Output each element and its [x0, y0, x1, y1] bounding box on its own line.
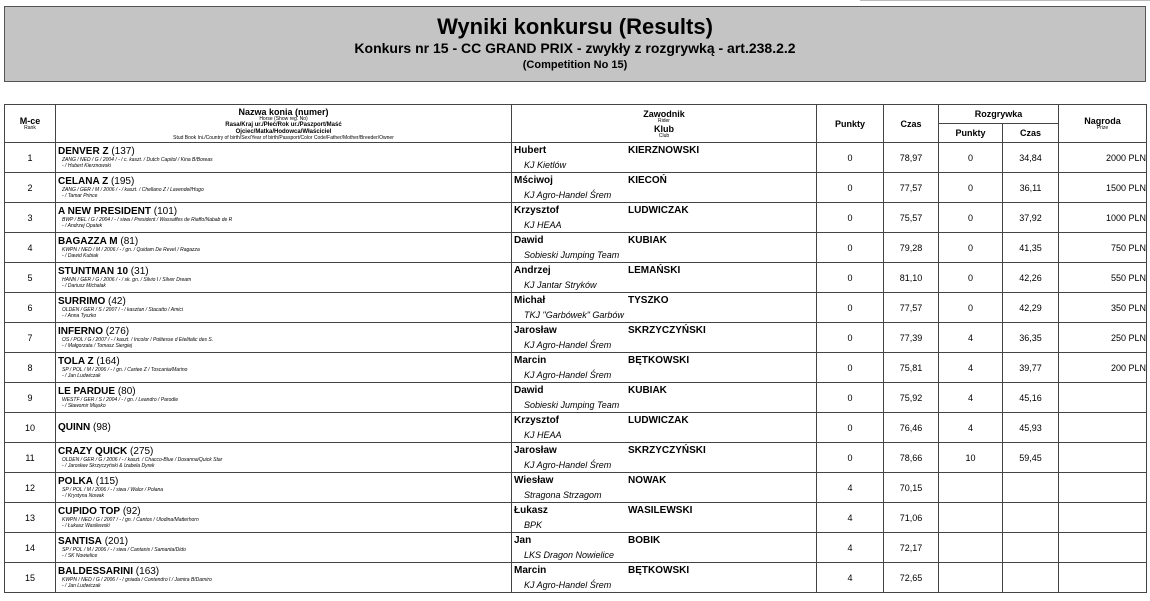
jumpoff-points-cell [939, 533, 1003, 563]
rider-first-name: Jarosław [514, 445, 557, 456]
jumpoff-time-cell [1003, 563, 1059, 593]
horse-owner: - / Jan Ludwiczak [62, 373, 101, 379]
rider-first-name: Marcin [514, 355, 547, 366]
rank-cell: 1 [5, 143, 56, 173]
jumpoff-time-cell: 42,29 [1003, 293, 1059, 323]
horse-details: OLDEN / GER / G / 2006 / - / kaszt. / Chacco-Blue / Doxanna/Quick Star [62, 457, 223, 463]
prize-cell: 750 PLN [1059, 233, 1147, 263]
rider-cell [512, 473, 817, 503]
rider-first-name: Mściwoj [514, 175, 553, 186]
time-cell: 77,57 [884, 293, 939, 323]
horse-name: BALDESSARINI (163) [58, 566, 160, 577]
table-row [5, 323, 1147, 353]
prize-cell: 200 PLN [1059, 353, 1147, 383]
club-name: Sobieski Jumping Team [524, 250, 620, 260]
horse-name: POLKA (115) [58, 476, 119, 487]
rider-cell [512, 353, 817, 383]
rider-cell [512, 413, 817, 443]
horse-owner: - / Jarosław Skrzyczyński & Izabela Dyrek [62, 463, 155, 469]
horse-owner: - / Dariusz Michalak [62, 283, 106, 289]
rider-cell [512, 263, 817, 293]
results-table [4, 104, 1147, 593]
rider-cell [512, 443, 817, 473]
rider-last-name: SKRZYCZYŃSKI [628, 325, 706, 336]
horse-details: OS / POL / G / 2007 / - / kaszt. / Incolor / Politesse d Etelitalic des S. [62, 337, 214, 343]
horse-owner: - / Krystyna Nowak [62, 493, 104, 499]
rider-first-name: Dawid [514, 385, 544, 396]
jumpoff-points-cell: 0 [939, 203, 1003, 233]
rank-cell: 13 [5, 503, 56, 533]
prize-header: Nagroda Prize [1059, 105, 1147, 143]
jumpoff-points-cell: 10 [939, 443, 1003, 473]
table-row [5, 203, 1147, 233]
time-cell: 75,57 [884, 203, 939, 233]
club-name: BPK [524, 520, 543, 530]
time-cell: 77,39 [884, 323, 939, 353]
horse-details: SP / POL / M / 2006 / - / gn. / Cartee Z / Toscania/Marino [62, 367, 188, 373]
horse-cell [56, 233, 512, 263]
rider-last-name: KUBIAK [628, 235, 667, 246]
rider-last-name: BĘTKOWSKI [628, 565, 690, 576]
jumpoff-header: Rozgrywka [939, 105, 1059, 124]
horse-name: CRAZY QUICK (275) [58, 446, 154, 457]
club-name: KJ Agro-Handel Śrem [524, 460, 612, 470]
points-cell: 0 [817, 323, 884, 353]
points-cell: 0 [817, 413, 884, 443]
horse-name: SANTISA (201) [58, 536, 129, 547]
jumpoff-time-cell [1003, 473, 1059, 503]
time-cell: 75,81 [884, 353, 939, 383]
time-cell: 79,28 [884, 233, 939, 263]
jumpoff-points-cell [939, 563, 1003, 593]
rider-first-name: Michał [514, 295, 546, 306]
horse-name: A NEW PRESIDENT (101) [58, 206, 178, 217]
rank-cell: 15 [5, 563, 56, 593]
time-cell: 72,65 [884, 563, 939, 593]
horse-cell [56, 503, 512, 533]
horse-cell [56, 353, 512, 383]
horse-name: TOLA Z (164) [58, 356, 120, 367]
jumpoff-points-cell: 0 [939, 173, 1003, 203]
competition-subtitle: Konkurs nr 15 - CC GRAND PRIX - zwykły z rozgrywką - art.238.2.2 [354, 40, 796, 56]
table-row [5, 473, 1147, 503]
prize-cell [1059, 473, 1147, 503]
horse-details: SP / POL / M / 2006 / - / siwa / Cantanis / Samanta/Dido [62, 547, 186, 553]
time-cell: 76,46 [884, 413, 939, 443]
rider-last-name: LEMAŃSKI [628, 265, 681, 276]
rider-cell [512, 233, 817, 263]
prize-cell: 1000 PLN [1059, 203, 1147, 233]
time-cell: 70,15 [884, 473, 939, 503]
top-edge-line [860, 0, 1150, 4]
table-row [5, 383, 1147, 413]
rank-cell: 4 [5, 233, 56, 263]
points-cell: 4 [817, 533, 884, 563]
rider-first-name: Łukasz [514, 505, 548, 516]
points-cell: 0 [817, 263, 884, 293]
club-name: Sobieski Jumping Team [524, 400, 620, 410]
prize-cell [1059, 443, 1147, 473]
rider-last-name: LUDWICZAK [628, 205, 689, 216]
horse-name: QUINN (98) [58, 422, 111, 433]
horse-details: KWPN / NED / G / 2007 / - / gn. / Cantos / Ulodina/Matterhorn [62, 517, 199, 523]
horse-cell [56, 323, 512, 353]
table-row [5, 263, 1147, 293]
rider-last-name: WASILEWSKI [628, 505, 693, 516]
horse-cell [56, 173, 512, 203]
club-name: KJ Jantar Stryków [524, 280, 597, 290]
horse-cell [56, 263, 512, 293]
rider-cell [512, 383, 817, 413]
jumpoff-points-cell: 0 [939, 263, 1003, 293]
rank-cell: 8 [5, 353, 56, 383]
prize-cell: 350 PLN [1059, 293, 1147, 323]
club-name: KJ Agro-Handel Śrem [524, 340, 612, 350]
rank-cell: 11 [5, 443, 56, 473]
horse-details: KWPN / NED / M / 2006 / - / gn. / Quidam De Revel / Ragazza [62, 247, 200, 253]
points-header: Punkty [817, 105, 884, 143]
prize-cell [1059, 563, 1147, 593]
rider-last-name: BOBIK [628, 535, 661, 546]
time-header: Czas [884, 105, 939, 143]
horse-owner: - / Łukasz Wasilewski [62, 523, 110, 529]
club-name: TKJ "Garbówek" Garbów [524, 310, 624, 320]
horse-details: ZANG / NED / G / 2004 / - / c. kaszt. / Dutch Capitol / Kina B/Boreas [62, 157, 213, 163]
prize-cell [1059, 503, 1147, 533]
horse-cell [56, 413, 512, 443]
rank-cell: 3 [5, 203, 56, 233]
rank-cell: 5 [5, 263, 56, 293]
horse-owner: - / Andrzej Opatek [62, 223, 103, 229]
horse-details: HANN / GER / G / 2006 / - / sk. gn. / Silvio I / Silver Dream [62, 277, 192, 283]
rank-cell: 10 [5, 413, 56, 443]
rider-first-name: Andrzej [514, 265, 551, 276]
horse-details: BWP / BEL / G / 2004 / - / siwa / President / Wassaffes de Riaffo/Nabab de R [62, 217, 233, 223]
rank-header: M-ce Rank [5, 105, 56, 143]
results-header [4, 6, 1146, 82]
points-cell: 0 [817, 233, 884, 263]
horse-owner: - / Małgorzata / Tomasz Siergiej [62, 343, 133, 349]
horse-cell [56, 293, 512, 323]
club-name: KJ Agro-Handel Śrem [524, 370, 612, 380]
table-row [5, 413, 1147, 443]
horse-owner: - / Tamar Prince [62, 193, 98, 199]
time-cell: 75,92 [884, 383, 939, 413]
rank-cell: 12 [5, 473, 56, 503]
points-cell: 4 [817, 563, 884, 593]
horse-owner: - / Dawid Kubiak [62, 253, 99, 259]
points-cell: 0 [817, 143, 884, 173]
rank-cell: 6 [5, 293, 56, 323]
time-cell: 77,57 [884, 173, 939, 203]
rider-last-name: KIECOŃ [628, 175, 667, 186]
prize-cell: 550 PLN [1059, 263, 1147, 293]
rider-cell [512, 143, 817, 173]
rider-first-name: Jarosław [514, 325, 557, 336]
points-cell: 0 [817, 173, 884, 203]
horse-cell [56, 443, 512, 473]
rider-last-name: SKRZYCZYŃSKI [628, 445, 706, 456]
rider-cell [512, 563, 817, 593]
horse-cell [56, 473, 512, 503]
horse-header: Nazwa konia (numer) Horse (Show reg. No) Rasa/Kraj ur./Płeć/Rok ur./Paszport/Maść Ojciec/Matka/Hodowca/Właściciel Stud Book Ini./Country of birth/Sex/Year of birth/Passport/Color Code/Father/Mother/Breeder/Owner [56, 105, 512, 143]
time-cell: 71,06 [884, 503, 939, 533]
club-name: LKS Dragon Nowielice [524, 550, 615, 560]
rank-cell: 9 [5, 383, 56, 413]
time-cell: 72,17 [884, 533, 939, 563]
points-cell: 4 [817, 503, 884, 533]
rider-cell [512, 293, 817, 323]
horse-name: CELANA Z (195) [58, 176, 135, 187]
rider-cell [512, 173, 817, 203]
prize-cell [1059, 383, 1147, 413]
rider-cell [512, 503, 817, 533]
prize-cell [1059, 533, 1147, 563]
horse-owner: - / Sławomir Miąsko [62, 403, 106, 409]
horse-details: ZANG / GER / M / 2006 / - / kaszt. / Chellano Z / Lavendel/Hugo [62, 187, 204, 193]
rider-cell [512, 203, 817, 233]
table-row [5, 533, 1147, 563]
jumpoff-time-cell: 39,77 [1003, 353, 1059, 383]
points-cell: 4 [817, 473, 884, 503]
table-row [5, 353, 1147, 383]
prize-cell: 1500 PLN [1059, 173, 1147, 203]
jumpoff-time-cell: 42,26 [1003, 263, 1059, 293]
rider-first-name: Krzysztof [514, 205, 560, 216]
jumpoff-points-cell: 4 [939, 383, 1003, 413]
points-cell: 0 [817, 293, 884, 323]
rider-last-name: TYSZKO [628, 295, 669, 306]
horse-name: CUPIDO TOP (92) [58, 506, 141, 517]
jumpoff-time-header: Czas [1003, 124, 1059, 143]
rider-cell [512, 533, 817, 563]
rank-cell: 14 [5, 533, 56, 563]
jumpoff-time-cell: 37,92 [1003, 203, 1059, 233]
table-row [5, 503, 1147, 533]
points-cell: 0 [817, 443, 884, 473]
points-cell: 0 [817, 353, 884, 383]
jumpoff-time-cell: 45,16 [1003, 383, 1059, 413]
jumpoff-time-cell [1003, 503, 1059, 533]
horse-owner: - / Anna Tyszko [62, 313, 97, 319]
rider-last-name: BĘTKOWSKI [628, 355, 690, 366]
horse-cell [56, 383, 512, 413]
club-name: KJ HEAA [524, 220, 562, 230]
jumpoff-time-cell: 41,35 [1003, 233, 1059, 263]
table-row [5, 443, 1147, 473]
table-row [5, 233, 1147, 263]
horse-name: INFERNO (276) [58, 326, 130, 337]
horse-details: OLDEN / GER / S / 2007 / - / kasztan / Stacatto / Amici [62, 307, 183, 313]
rider-last-name: KIERZNOWSKI [628, 145, 700, 156]
table-row [5, 293, 1147, 323]
jumpoff-time-cell: 36,11 [1003, 173, 1059, 203]
prize-cell [1059, 413, 1147, 443]
rider-header: Zawodnik Rider Klub Club [512, 105, 817, 143]
horse-owner: - / Hubert Kierznowski [62, 163, 111, 169]
jumpoff-points-cell: 0 [939, 143, 1003, 173]
jumpoff-time-cell: 59,45 [1003, 443, 1059, 473]
jumpoff-points-cell: 4 [939, 353, 1003, 383]
horse-details: WESTF / GER / S / 2004 / - / gn. / Leandro / Parodie [62, 397, 179, 403]
jumpoff-points-cell [939, 503, 1003, 533]
club-name: KJ Agro-Handel Śrem [524, 190, 612, 200]
jumpoff-time-cell: 45,93 [1003, 413, 1059, 443]
jumpoff-points-cell: 0 [939, 293, 1003, 323]
rank-cell: 2 [5, 173, 56, 203]
club-name: Stragona Strzagom [524, 490, 602, 500]
horse-cell [56, 533, 512, 563]
table-row [5, 173, 1147, 203]
horse-details: SP / POL / M / 2006 / - / siwa / Walor / Polana [62, 487, 164, 493]
time-cell: 78,97 [884, 143, 939, 173]
horse-name: BAGAZZA M (81) [58, 236, 139, 247]
club-name: KJ HEAA [524, 430, 562, 440]
jumpoff-time-cell: 34,84 [1003, 143, 1059, 173]
table-row [5, 143, 1147, 173]
jumpoff-time-cell: 36,35 [1003, 323, 1059, 353]
horse-name: LE PARDUE (80) [58, 386, 136, 397]
club-name: KJ Kietlów [524, 160, 567, 170]
rider-first-name: Dawid [514, 235, 544, 246]
rider-first-name: Wiesław [514, 475, 554, 486]
rider-cell [512, 323, 817, 353]
time-cell: 81,10 [884, 263, 939, 293]
rider-first-name: Jan [514, 535, 532, 546]
horse-owner: - / SK Nowielice [62, 553, 98, 559]
jumpoff-time-cell [1003, 533, 1059, 563]
club-name: KJ Agro-Handel Śrem [524, 580, 612, 590]
rider-first-name: Hubert [514, 145, 547, 156]
table-row [5, 563, 1147, 593]
prize-cell: 250 PLN [1059, 323, 1147, 353]
horse-name: STUNTMAN 10 (31) [58, 266, 149, 277]
horse-name: SURRIMO (42) [58, 296, 126, 307]
horse-name: DENVER Z (137) [58, 146, 135, 157]
page-title: Wyniki konkursu (Results) [437, 14, 713, 39]
rank-cell: 7 [5, 323, 56, 353]
jumpoff-points-cell [939, 473, 1003, 503]
competition-number: (Competition No 15) [522, 59, 628, 71]
rider-last-name: NOWAK [628, 475, 667, 486]
horse-cell [56, 563, 512, 593]
horse-owner: - / Jan Ludwiczak [62, 583, 101, 589]
points-cell: 0 [817, 203, 884, 233]
jumpoff-points-cell: 0 [939, 233, 1003, 263]
prize-cell: 2000 PLN [1059, 143, 1147, 173]
rider-last-name: LUDWICZAK [628, 415, 689, 426]
time-cell: 78,66 [884, 443, 939, 473]
jumpoff-points-cell: 4 [939, 323, 1003, 353]
horse-details: KWPN / NED / G / 2006 / - / gniada / Contendro I / Jamira B/Damiro [62, 577, 212, 583]
points-cell: 0 [817, 383, 884, 413]
rider-last-name: KUBIAK [628, 385, 667, 396]
horse-cell [56, 143, 512, 173]
jumpoff-points-header: Punkty [939, 124, 1003, 143]
rider-first-name: Krzysztof [514, 415, 560, 426]
horse-cell [56, 203, 512, 233]
rider-first-name: Marcin [514, 565, 547, 576]
jumpoff-points-cell: 4 [939, 413, 1003, 443]
